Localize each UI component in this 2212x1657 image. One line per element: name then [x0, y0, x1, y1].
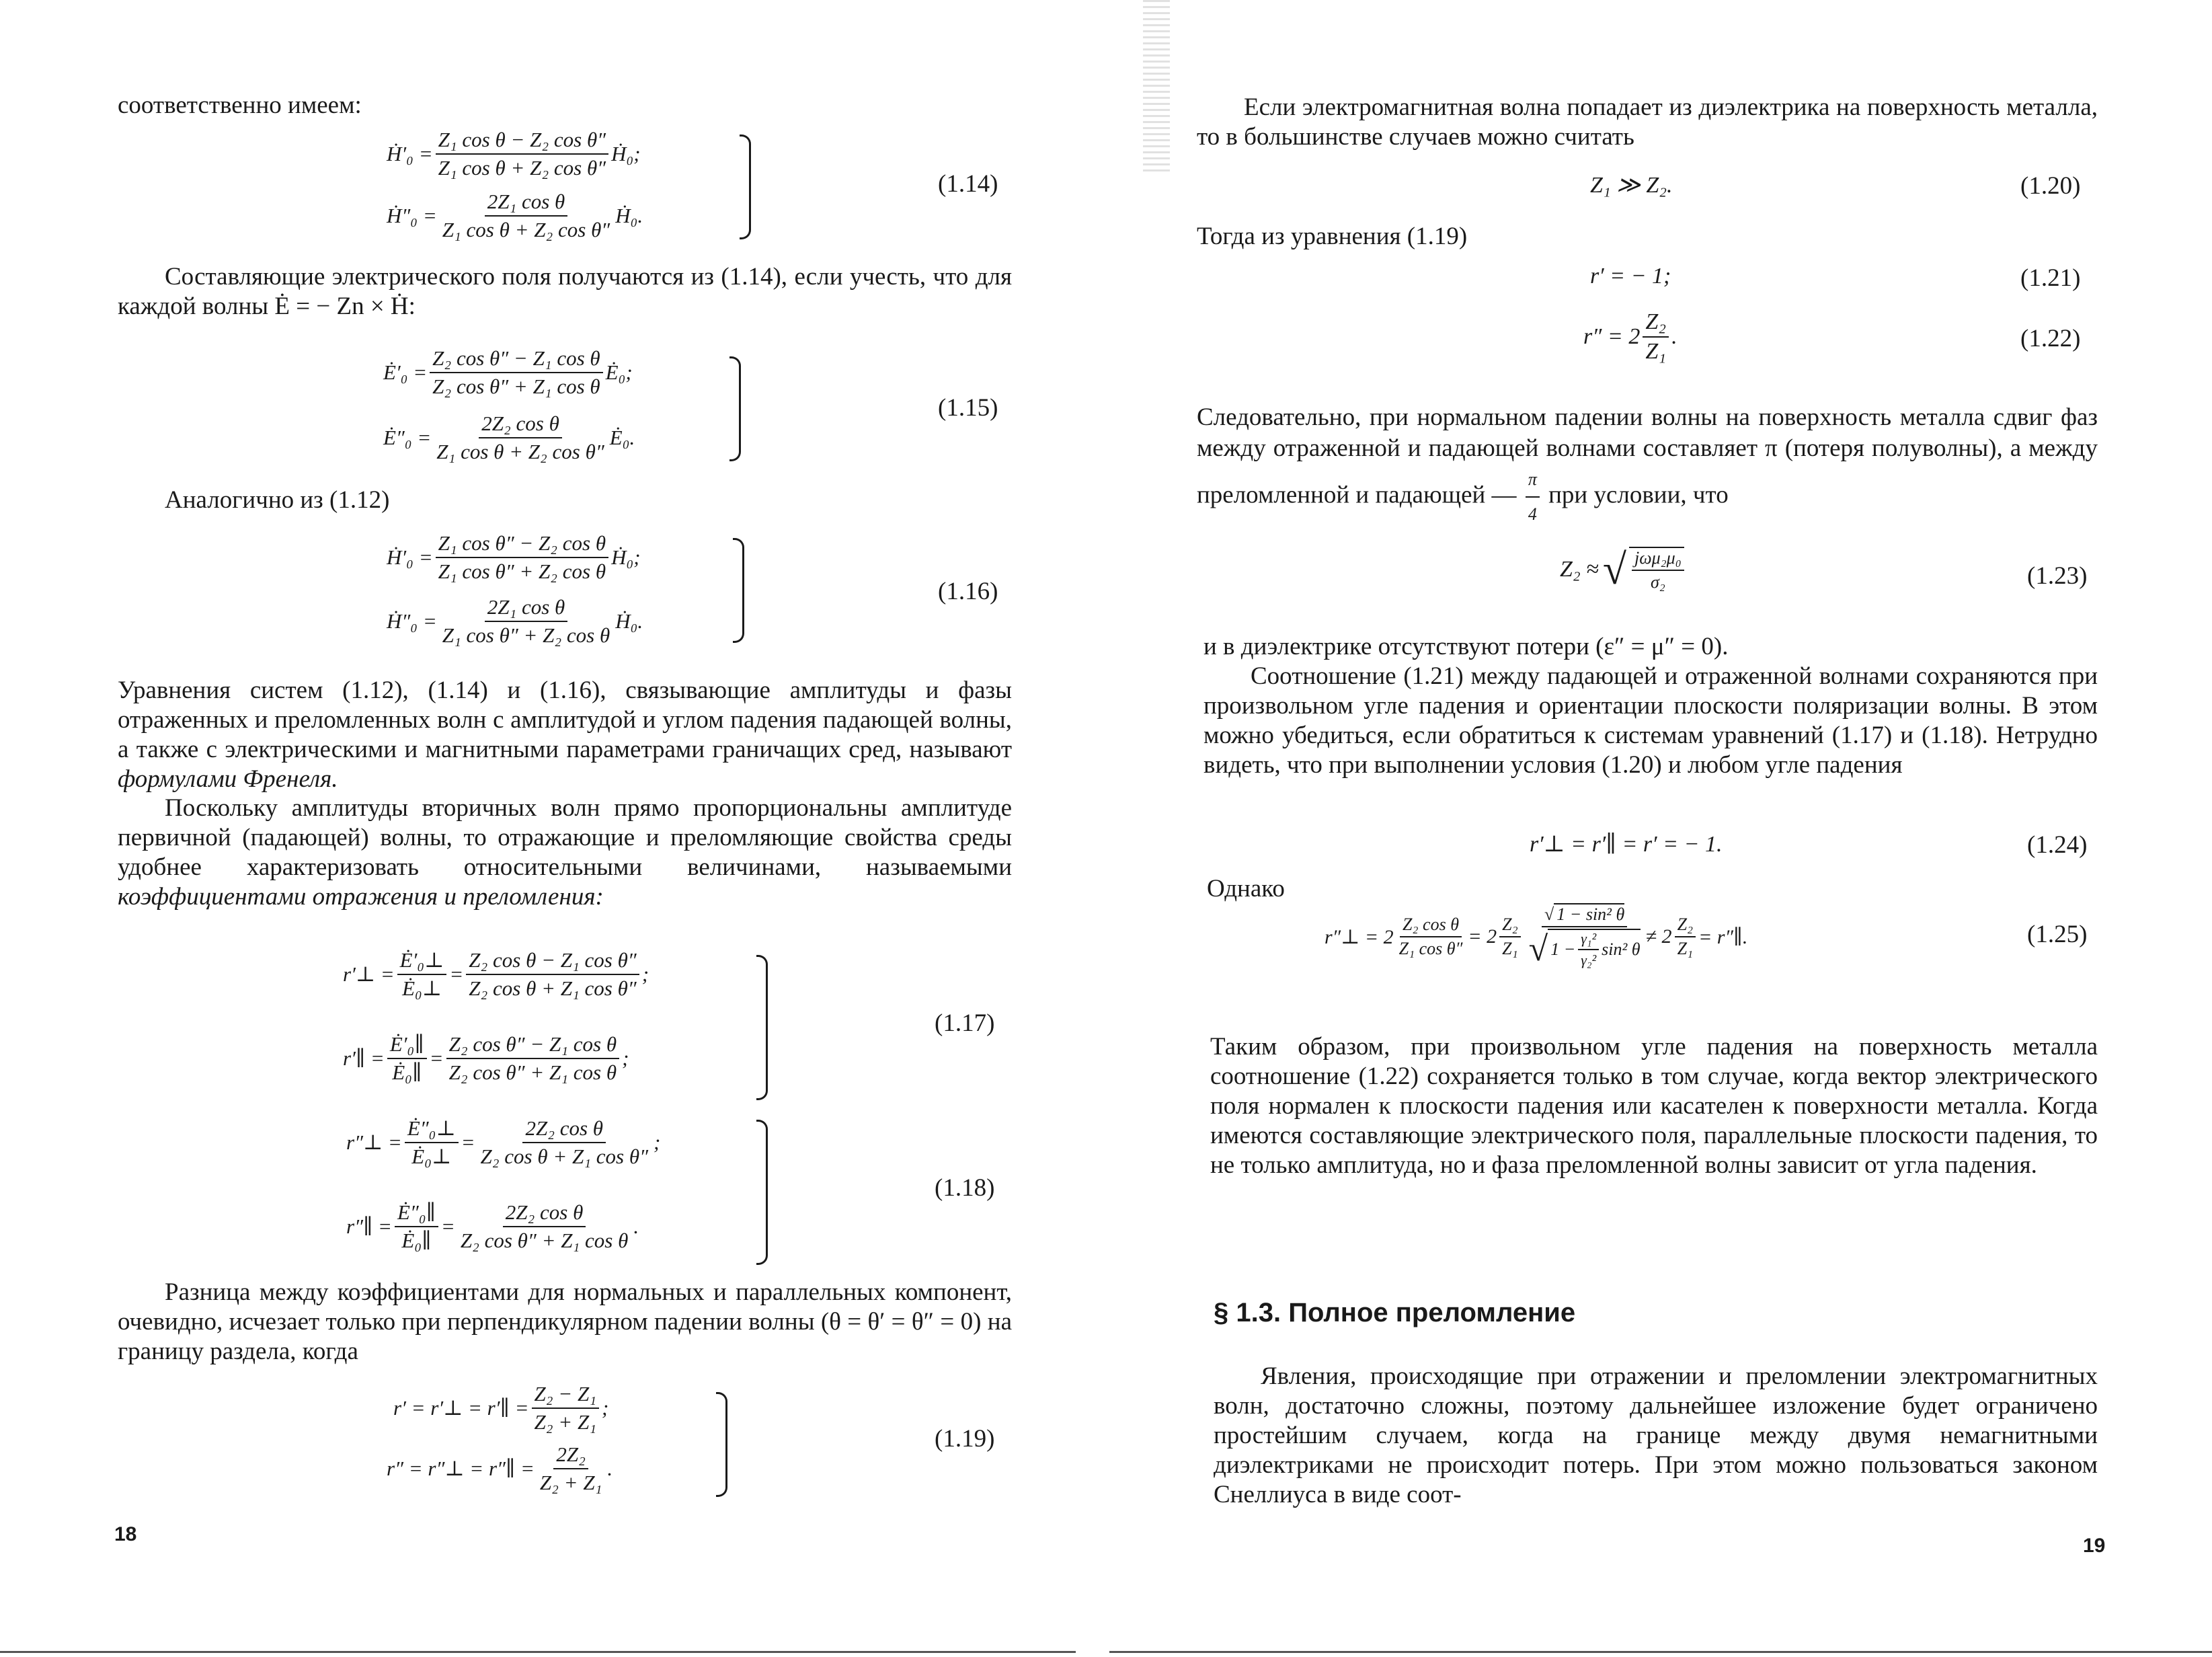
- paragraph: [118, 794, 1012, 912]
- denominator: 4: [1528, 504, 1537, 524]
- numerator: Z₂ cos θ″ − Z₁ cos θ: [430, 346, 602, 373]
- numerator: 2Z₁ cos θ: [485, 190, 568, 217]
- eq-number-1-17: (1.17): [935, 1009, 995, 1037]
- eq-1-24: [1530, 831, 1722, 857]
- fraction: [532, 1382, 599, 1434]
- numerator: Z₂ − Z₁: [532, 1382, 599, 1409]
- lhs: r′∥ =: [343, 1046, 385, 1070]
- term-italic: формулами Френеля.: [118, 765, 338, 793]
- rhs: ;: [601, 1396, 609, 1420]
- rhs: ;: [641, 962, 649, 986]
- fraction: [430, 346, 602, 399]
- eq-number-1-20: (1.20): [2020, 172, 2081, 200]
- brace: [740, 134, 751, 239]
- rhs: .: [633, 1215, 639, 1238]
- equals: =: [440, 1215, 455, 1238]
- eq-number-1-16: (1.16): [938, 578, 998, 605]
- term: sin² θ: [1602, 939, 1641, 959]
- rhs: ;: [622, 1046, 629, 1070]
- eq-number-1-18: (1.18): [935, 1174, 995, 1202]
- page-number: 19: [2083, 1535, 2106, 1557]
- fraction: [466, 948, 639, 1001]
- tail: = r″∥.: [1698, 925, 1748, 948]
- numerator: Z₂: [1675, 915, 1696, 937]
- eq-1-17-line2: [343, 1032, 629, 1085]
- equals: = 2: [1468, 925, 1497, 948]
- paragraph: Таким образом, при произвольном угле падения на поверхность металла соотношение (1.22) сохраняется только в том случае, когда вектор электрического поля нормален к плоскости падения или касателен к поверхности металла. Когда имеются составляющие электрического поля, параллельные плоскости падения, то не только амплитуда, но и фаза преломленной волны зависит от угла падения.: [1210, 1033, 2098, 1179]
- lhs: r″∥ =: [346, 1215, 392, 1238]
- numerator: 2Z₂ cos θ: [479, 412, 562, 438]
- eq-number-1-25: (1.25): [2027, 921, 2088, 948]
- denominator: Ė₀⊥: [411, 1145, 452, 1168]
- radicand: [1629, 547, 1684, 592]
- denominator: Z₁ cos θ″ + Z₂ cos θ: [442, 623, 610, 647]
- paragraph: Соотношение (1.21) между падающей и отраженной волнами сохраняются при произвольном угле падения и ориентации плоскости поляризации волны. В этом можно убедиться, если обратиться к системам уравнений (1.17) и (1.18). Нетрудно видеть, что при выполнении условия (1.20) и любом угле падения: [1203, 662, 2098, 779]
- equals: =: [449, 962, 464, 986]
- eq-1-15-line2: [383, 412, 635, 464]
- lhs: Ė′₀ =: [383, 360, 428, 384]
- eq-1-18-line2: [346, 1200, 639, 1253]
- rhs: Ė₀.: [609, 426, 635, 449]
- brace: [733, 538, 744, 643]
- eq-number-1-24: (1.24): [2027, 831, 2088, 859]
- denominator: Z₁ cos θ″: [1398, 939, 1463, 958]
- equals: =: [429, 1046, 444, 1070]
- eq-1-16-line2: [387, 595, 643, 648]
- rhs: Ḣ₀.: [615, 204, 643, 227]
- left-page: [0, 0, 1076, 1657]
- brace: [716, 1392, 727, 1497]
- eq-1-17-line1: [343, 948, 649, 1001]
- eq-1-16-line1: [387, 531, 641, 584]
- book-gutter: [1076, 0, 1109, 1657]
- numerator: 2Z₂ cos θ: [503, 1200, 586, 1227]
- numerator: jωμ₂μ₀: [1632, 548, 1684, 571]
- paragraph: [118, 676, 1012, 794]
- section-heading: § 1.3. Полное преломление: [1214, 1298, 1576, 1327]
- lhs: Ḣ′₀ =: [387, 545, 433, 569]
- root-fraction: [1526, 904, 1643, 969]
- lhs: r″ = 2: [1583, 324, 1641, 349]
- denominator: Z₁ cos θ″ + Z₂ cos θ: [438, 560, 606, 583]
- eq-1-22: [1583, 309, 1677, 364]
- fraction: [395, 1200, 438, 1253]
- eq-number-1-19: (1.19): [935, 1425, 995, 1453]
- paragraph: [1197, 402, 2098, 530]
- denominator: Z₂ cos θ″ + Z₁ cos θ: [460, 1229, 629, 1252]
- denominator: Z₂ cos θ″ + Z₁ cos θ: [432, 375, 600, 398]
- numerator: Ė″₀⊥: [405, 1116, 459, 1143]
- not-equal: ≠ 2: [1645, 925, 1672, 948]
- lhs: Ḣ′₀ =: [387, 142, 433, 165]
- denominator: Z₂ + Z₁: [539, 1471, 602, 1494]
- text: Следовательно, при нормальном падении волны на поверхность металла сдвиг фаз между отраженной и падающей волнами составляет π (потеря полуволны), а между преломленной и падающей —: [1197, 403, 2098, 509]
- numerator: Ė′₀∥: [387, 1032, 427, 1059]
- fraction: [1499, 915, 1521, 959]
- term-italic: коэффициентами отражения и преломления:: [118, 883, 604, 911]
- denominator: Z₂ cos θ + Z₁ cos θ″: [469, 976, 637, 1000]
- paragraph: Явления, происходящие при отражении и преломлении электромагнитных волн, достаточно сложны, поэтому дальнейшее изложение будет ограничено простейшим случаем, когда на границе между двумя немагнитными диэлектриками не происходит потерь. При этом можно пользоваться законом Снеллиуса в виде соот-: [1214, 1362, 2098, 1508]
- radicand: 1 − sin² θ: [1554, 903, 1624, 924]
- denominator: Z₂ cos θ″ + Z₁ cos θ: [448, 1061, 617, 1084]
- eq-number-1-14: (1.14): [938, 170, 998, 198]
- numerator: Z₂ cos θ: [1400, 915, 1462, 937]
- fraction: [1578, 930, 1599, 969]
- expression: r′⊥ = r′∥ = r′ = − 1.: [1530, 832, 1723, 857]
- numerator: Z₁ cos θ″ − Z₂ cos θ: [436, 531, 608, 558]
- eq-1-19-line2: [387, 1442, 613, 1495]
- brace: [729, 356, 741, 461]
- sqrt-sign: √: [1602, 545, 1627, 593]
- fraction: [387, 1032, 427, 1085]
- text: при условии, что: [1548, 481, 1729, 509]
- eq-number-1-15: (1.15): [938, 394, 998, 422]
- fraction: [440, 190, 613, 242]
- fraction: [1396, 915, 1466, 959]
- text: Уравнения систем (1.12), (1.14) и (1.16), связывающие амплитуды и фазы отраженных и преломленных волн с амплитудой и углом падения падающей волны, а также с электрическими и магнитными параметрами граничащих сред, называют: [118, 677, 1012, 763]
- numerator: Z₂ cos θ − Z₁ cos θ″: [466, 948, 639, 975]
- denominator: σ₂: [1650, 572, 1665, 592]
- numerator: π: [1526, 464, 1540, 498]
- brace: [756, 1120, 768, 1265]
- denominator: [1526, 927, 1643, 969]
- denominator: Ė₀∥: [401, 1229, 432, 1252]
- page-number: 18: [114, 1523, 137, 1545]
- denominator: Ė₀∥: [392, 1061, 422, 1084]
- numerator: Z₁ cos θ − Z₂ cos θ″: [436, 128, 608, 155]
- expression: Z₁ ≫ Z₂.: [1590, 173, 1673, 198]
- expression: r′ = − 1;: [1590, 264, 1671, 288]
- paragraph: Если электромагнитная волна попадает из диэлектрика на поверхность металла, то в большинстве случаев можно считать: [1197, 93, 2098, 151]
- paragraph: Разница между коэффициентами для нормальных и параллельных компонент, очевидно, исчезает только при перпендикулярном падении волны (θ = θ′ = θ″ = 0) на границу раздела, когда: [118, 1278, 1012, 1365]
- lhs: Ė″₀ =: [383, 426, 432, 449]
- fraction: [1643, 309, 1669, 364]
- rhs: .: [1671, 324, 1677, 349]
- paragraph: Тогда из уравнения (1.19): [1197, 223, 1468, 250]
- fraction: [405, 1116, 459, 1169]
- text: Поскольку амплитуды вторичных волн прямо пропорциональны амплитуде первичной (падающей) волны, то отражающие и преломляющие свойства среды удобнее характеризовать относительными величинами, называемыми: [118, 794, 1012, 881]
- lhs: Ḣ″₀ =: [387, 609, 437, 633]
- numerator: Ė″₀∥: [395, 1200, 438, 1227]
- numerator: Z₂ cos θ″ − Z₁ cos θ: [446, 1032, 619, 1059]
- lhs: r″⊥ = 2: [1325, 925, 1394, 948]
- numerator: γ₁²: [1578, 930, 1599, 950]
- lhs: Ḣ″₀ =: [387, 204, 437, 227]
- fraction: [436, 128, 608, 180]
- denominator: Z₁ cos θ + Z₂ cos θ″: [436, 440, 604, 463]
- eq-number-1-22: (1.22): [2020, 325, 2081, 352]
- eq-1-14-line1: [387, 128, 641, 180]
- fraction: [1675, 915, 1696, 959]
- term: 1 −: [1550, 939, 1576, 959]
- sqrt-sign: √: [1544, 904, 1554, 924]
- lhs: r′ = r′⊥ = r′∥ =: [393, 1396, 529, 1420]
- rhs: Ḣ₀;: [611, 142, 641, 165]
- paragraph: Составляющие электрического поля получаются из (1.14), если учесть, что для каждой волны Ė = − Zn × Ḣ:: [118, 263, 1012, 320]
- rhs: Ḣ₀;: [611, 545, 641, 569]
- fraction: [434, 412, 606, 464]
- denominator: Z₁: [1502, 939, 1518, 958]
- rhs: .: [607, 1457, 613, 1480]
- eq-number-1-23: (1.23): [2027, 562, 2088, 590]
- lhs: r″⊥ =: [346, 1130, 402, 1154]
- fraction: [397, 948, 447, 1001]
- denominator: γ₂²: [1581, 952, 1597, 968]
- paragraph: Однако: [1207, 875, 1285, 902]
- fraction: [436, 531, 608, 584]
- fraction: [478, 1116, 651, 1169]
- numerator: Ė′₀⊥: [397, 948, 447, 975]
- numerator: Z₂: [1499, 915, 1521, 937]
- fraction: [458, 1200, 631, 1253]
- radicand: [1548, 929, 1640, 969]
- numerator: [1542, 904, 1627, 927]
- eq-1-20: [1590, 171, 1673, 198]
- fraction: [537, 1442, 604, 1495]
- lhs: r′⊥ =: [343, 962, 395, 986]
- eq-1-18-line1: [346, 1116, 660, 1169]
- eq-1-14-line2: [387, 190, 643, 242]
- rhs: Ḣ₀.: [615, 609, 643, 633]
- numerator: 2Z₂ cos θ: [522, 1116, 606, 1143]
- eq-1-23: [1560, 545, 1687, 594]
- equals: =: [461, 1130, 475, 1154]
- eq-1-21: [1590, 264, 1671, 289]
- numerator: Z₂: [1643, 309, 1669, 338]
- lhs: Z₂ ≈: [1560, 557, 1599, 582]
- eq-1-15-line1: [383, 346, 633, 399]
- fraction: [446, 1032, 619, 1085]
- denominator: Z₂ cos θ + Z₁ cos θ″: [480, 1145, 648, 1168]
- intro-text: соответственно имеем:: [118, 91, 362, 119]
- lhs: r″ = r″⊥ = r″∥ =: [387, 1457, 535, 1480]
- fraction: [440, 595, 613, 648]
- paragraph: и в диэлектрике отсутствуют потери (ε″ = μ″ = 0).: [1203, 633, 1729, 660]
- sqrt-sign: √: [1528, 929, 1548, 968]
- right-page: [1109, 0, 2212, 1657]
- denominator: Z₂ + Z₁: [534, 1410, 596, 1434]
- denominator: Ė₀⊥: [402, 976, 442, 1000]
- paragraph: Аналогично из (1.12): [165, 486, 390, 514]
- fraction: [1526, 464, 1540, 530]
- eq-1-25: [1325, 904, 1747, 969]
- denominator: Z₁ cos θ + Z₂ cos θ″: [438, 156, 606, 180]
- denominator: Z₁: [1645, 339, 1667, 364]
- numerator: 2Z₂: [553, 1442, 588, 1469]
- denominator: Z₁: [1677, 939, 1694, 958]
- numerator: 2Z₁ cos θ: [485, 595, 568, 622]
- denominator: Z₁ cos θ + Z₂ cos θ″: [442, 218, 610, 241]
- rhs: ;: [653, 1130, 661, 1154]
- eq-1-19-line1: [393, 1382, 608, 1434]
- eq-number-1-21: (1.21): [2020, 264, 2081, 292]
- brace: [756, 955, 768, 1100]
- rhs: Ė₀;: [605, 360, 633, 384]
